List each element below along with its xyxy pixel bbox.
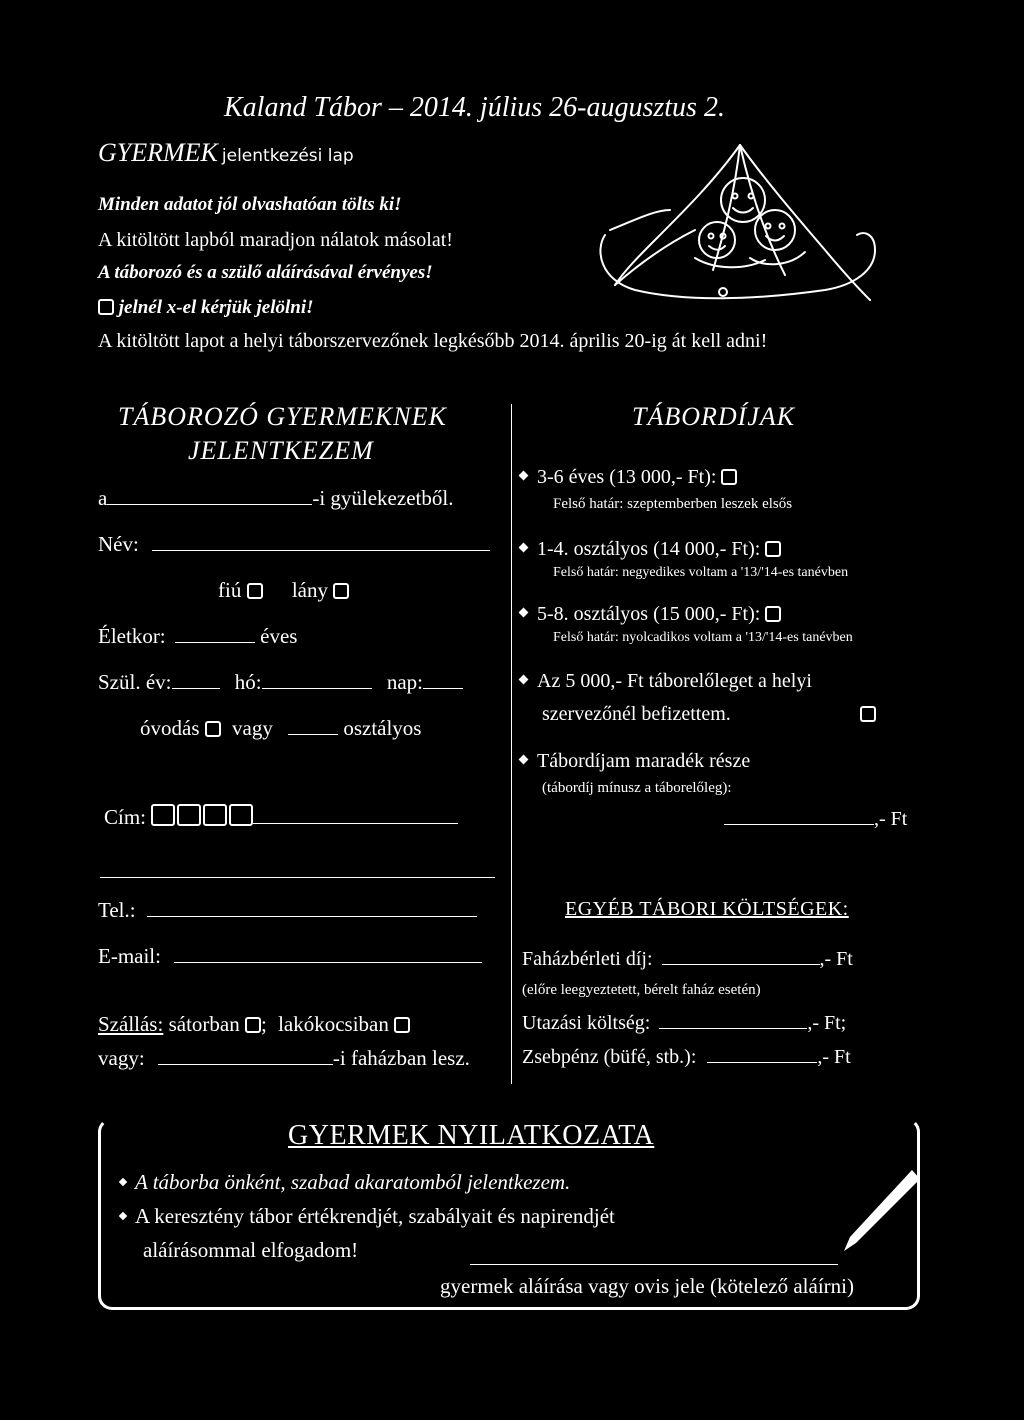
birth-month-label: hó: xyxy=(234,670,262,694)
fee-1-checkbox[interactable] xyxy=(721,469,737,485)
instruction-line-4 xyxy=(98,297,314,319)
tel-label: Tel.: xyxy=(98,898,136,922)
tel-field[interactable] xyxy=(147,915,477,917)
fee-1-label: 3-6 éves (13 000,- Ft): xyxy=(537,466,717,488)
bullet-icon xyxy=(519,755,529,765)
birth-year-field[interactable] xyxy=(172,687,220,689)
other-costs-heading: EGYÉB TÁBORI KÖLTSÉGEK: xyxy=(565,898,849,920)
or-label: vagy xyxy=(232,716,273,740)
tent-separator: ; xyxy=(260,1012,267,1036)
signature-caption: gyermek aláírása vagy ovis jele (kötelező aláírni) xyxy=(440,1274,854,1298)
lodging-row xyxy=(98,1012,410,1037)
girl-checkbox[interactable] xyxy=(333,583,349,599)
fee-row-3 xyxy=(520,603,781,626)
declaration-heading-text: GYERMEK NYILATKOZATA xyxy=(288,1120,655,1151)
bullet-icon xyxy=(119,1212,127,1220)
instruction-line-2: A kitöltött lapból maradjon nálatok másolat! xyxy=(98,229,453,251)
bullet-icon xyxy=(119,1178,127,1186)
tel-row xyxy=(98,898,477,923)
bullet-icon xyxy=(519,543,529,553)
age-label: Életkor: xyxy=(98,624,166,648)
pocket-field[interactable] xyxy=(707,1061,817,1063)
fee-row-2 xyxy=(520,538,781,561)
cabin-fee-ft: ,- Ft xyxy=(819,948,853,970)
instruction-line-4-text: jelnél x-el kérjük jelölni! xyxy=(118,297,314,318)
kindergarten-checkbox[interactable] xyxy=(205,721,221,737)
email-label: E-mail: xyxy=(98,944,161,968)
birth-day-field[interactable] xyxy=(423,687,463,689)
email-field[interactable] xyxy=(174,961,482,963)
girl-label: lány xyxy=(291,578,328,602)
fees-heading: TÁBORDÍJAK xyxy=(632,402,796,431)
birth-day-label: nap: xyxy=(386,670,423,694)
pocket-label: Zsebpénz (büfé, stb.): xyxy=(522,1046,697,1068)
declaration-item-1-text: A táborba önként, szabad akaratomból jelentkezem. xyxy=(135,1170,571,1194)
congregation-suffix: -i gyülekezetből. xyxy=(312,486,454,510)
declaration-item-2-text: A keresztény tábor értékrendjét, szabályait és napirendjét xyxy=(135,1204,615,1228)
fee-2-label: 1-4. osztályos (14 000,- Ft): xyxy=(537,538,761,560)
address-field[interactable] xyxy=(253,822,458,824)
fee-3-checkbox[interactable] xyxy=(765,606,781,622)
caravan-label: lakókocsiban xyxy=(278,1012,389,1036)
fee-2-checkbox[interactable] xyxy=(765,541,781,557)
travel-ft: ,- Ft; xyxy=(807,1012,847,1034)
cabin-fee-label: Faházbérleti díj: xyxy=(522,948,653,970)
bullet-icon xyxy=(519,675,529,685)
deposit-checkbox[interactable] xyxy=(860,706,876,722)
cabin-suffix: -i faházban lesz. xyxy=(332,1046,470,1070)
cabin-fee-field[interactable] xyxy=(662,963,820,965)
age-row xyxy=(98,624,297,649)
school-row xyxy=(140,716,421,741)
travel-label: Utazási költség: xyxy=(522,1012,651,1034)
travel-row xyxy=(522,1012,846,1035)
kindergarten-label: óvodás xyxy=(140,716,200,740)
name-row xyxy=(98,532,490,557)
checkbox-icon xyxy=(98,299,114,315)
bullet-icon xyxy=(519,608,529,618)
fee-2-note: Felső határ: negyedikes voltam a '13/'14-es tanévben xyxy=(553,565,849,580)
or-cabin-label: vagy: xyxy=(98,1046,145,1070)
address-row xyxy=(104,804,458,830)
instruction-line-5: A kitöltött lapot a helyi táborszervezőnek legkésőbb 2014. április 20-ig át kell adni! xyxy=(98,330,768,352)
birth-row xyxy=(98,670,463,695)
zip-box-3[interactable] xyxy=(203,804,227,826)
zip-box-1[interactable] xyxy=(151,804,175,826)
birth-year-label: Szül. év: xyxy=(98,670,172,694)
name-field[interactable] xyxy=(152,549,490,551)
subtitle-main: GYERMEK xyxy=(98,138,218,167)
deposit-line-1: Az 5 000,- Ft táborelőleget a helyi xyxy=(537,670,812,692)
fee-3-label: 5-8. osztályos (15 000,- Ft): xyxy=(537,603,761,625)
pocket-ft: ,- Ft xyxy=(817,1046,851,1068)
instruction-line-1: Minden adatot jól olvashatóan tölts ki! xyxy=(98,194,402,215)
grade-label: osztályos xyxy=(343,716,422,740)
deposit-row xyxy=(520,670,812,693)
birth-month-field[interactable] xyxy=(262,687,372,689)
congregation-field[interactable] xyxy=(107,503,312,505)
boy-label: fiú xyxy=(218,578,242,602)
lodging-label: Szállás: xyxy=(98,1012,164,1036)
congregation-prefix: a xyxy=(98,486,108,510)
declaration-item-1 xyxy=(120,1170,570,1195)
congregation-row xyxy=(98,486,453,511)
address-label: Cím: xyxy=(104,805,147,829)
cabin-fee-note: (előre leegyeztetett, bérelt faház esetén) xyxy=(522,982,761,998)
signature-field[interactable] xyxy=(470,1264,838,1265)
pocket-row xyxy=(522,1046,851,1069)
cabin-fee-row xyxy=(522,948,853,971)
remainder-amount-field[interactable] xyxy=(724,823,874,825)
tent-children-illustration xyxy=(595,140,885,310)
instruction-line-3: A táborozó és a szülő aláírásával érvényes! xyxy=(98,262,433,283)
travel-field[interactable] xyxy=(659,1027,807,1029)
bullet-icon xyxy=(519,471,529,481)
deposit-line-2: szervezőnél befizettem. xyxy=(542,703,731,725)
pencil-icon xyxy=(842,1165,922,1255)
remainder-label: Tábordíjam maradék része xyxy=(537,750,751,772)
address-line-2[interactable] xyxy=(100,877,495,878)
cabin-row xyxy=(98,1046,470,1071)
remainder-ft: ,- Ft xyxy=(874,808,908,830)
camp-title: Kaland Tábor – 2014. július 26-augusztus 2. xyxy=(224,92,725,123)
remainder-row xyxy=(520,750,750,773)
email-row xyxy=(98,944,482,969)
column-divider xyxy=(511,404,512,1084)
gender-row xyxy=(218,578,349,603)
declaration-heading xyxy=(288,1120,654,1152)
cabin-field[interactable] xyxy=(158,1063,333,1065)
left-heading-1: TÁBOROZÓ GYERMEKNEK xyxy=(118,402,447,431)
name-label: Név: xyxy=(98,532,139,556)
fee-1-note: Felső határ: szeptemberben leszek elsős xyxy=(553,496,793,512)
age-unit: éves xyxy=(260,624,298,648)
remainder-note: (tábordíj mínusz a táborelőleg): xyxy=(542,780,732,796)
caravan-checkbox[interactable] xyxy=(394,1017,410,1033)
tent-checkbox[interactable] xyxy=(245,1017,261,1033)
age-field[interactable] xyxy=(175,641,255,643)
subtitle-rest: jelentkezési lap xyxy=(221,146,354,166)
zip-box-2[interactable] xyxy=(177,804,201,826)
fee-3-note: Felső határ: nyolcadikos voltam a '13/'14-es tanévben xyxy=(553,630,853,645)
declaration-item-2 xyxy=(120,1204,615,1229)
form-subtitle xyxy=(98,138,354,168)
grade-field[interactable] xyxy=(288,733,338,735)
tent-label: sátorban xyxy=(168,1012,240,1036)
declaration-item-3: aláírásommal elfogadom! xyxy=(143,1238,359,1262)
zip-box-4[interactable] xyxy=(229,804,253,826)
boy-checkbox[interactable] xyxy=(247,583,263,599)
fee-row-1 xyxy=(520,466,737,489)
remainder-amount-row xyxy=(724,808,907,831)
left-heading-2: JELENTKEZEM xyxy=(188,436,374,465)
